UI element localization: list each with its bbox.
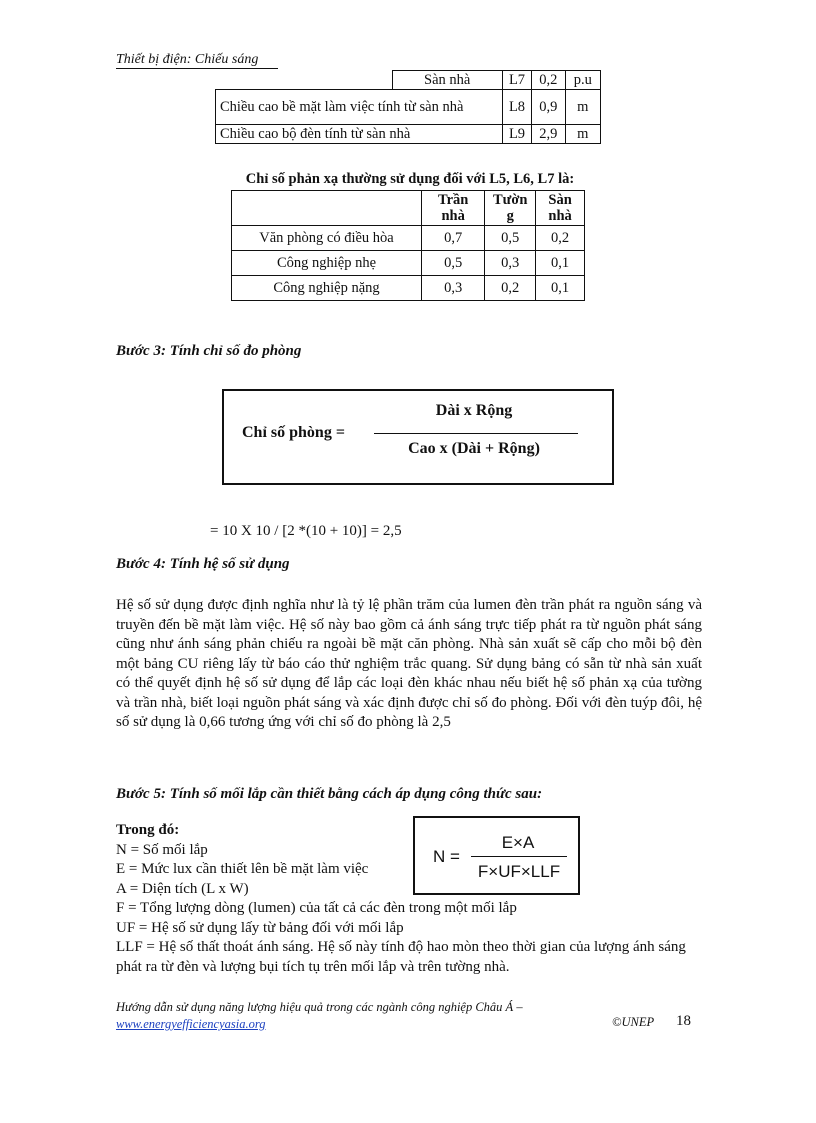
row-label: Chiều cao bề mặt làm việc tính từ sàn nhà (216, 90, 503, 125)
cell-wall: 0,3 (485, 251, 536, 276)
step-5-heading: Bước 5: Tính số mối lắp cần thiết bằng cách áp dụng công thức sau: (116, 786, 543, 802)
row-unit: m (565, 90, 600, 125)
formula-numerator: Dài x Rộng (435, 402, 513, 419)
row-code: L7 (502, 71, 531, 90)
reflectance-title: Chỉ số phản xạ thường sử dụng đối với L5, L6, L7 là: (245, 171, 575, 187)
formula-lhs: N = (433, 847, 460, 866)
row-label: Văn phòng có điều hòa (232, 226, 422, 251)
cell-floor: 0,1 (536, 251, 585, 276)
copyright: ©UNEP (612, 1015, 655, 1029)
step-4-heading: Bước 4: Tính hệ số sử dụng (116, 556, 290, 572)
row-unit: m (565, 125, 600, 144)
col-header-ceiling: Trần nhà (421, 191, 484, 226)
definitions-title: Trong đó: (116, 822, 180, 838)
cell-wall: 0,5 (485, 226, 536, 251)
row-code: L8 (502, 90, 531, 125)
table-row (232, 276, 585, 301)
table-row (232, 226, 585, 251)
definition-uf: UF = Hệ số sử dụng lấy từ bảng đối với mối lắp (116, 919, 404, 936)
table-row (232, 251, 585, 276)
page-number: 18 (676, 1013, 691, 1029)
definition-llf: LLF = Hệ số thất thoát ánh sáng. Hệ số này tính độ hao mòn theo thời gian của lượng ánh sáng phát ra từ đèn và lượng bụi tích tụ trên mối lắp và trên tường nhà. (116, 939, 686, 975)
formula-label: Chỉ số phòng = (242, 424, 345, 441)
formula-denominator: Cao x (Dài + Rộng) (408, 440, 540, 457)
fraction-bar (471, 856, 567, 857)
cell-floor: 0,2 (536, 226, 585, 251)
row-label: Công nghiệp nhẹ (232, 251, 422, 276)
col-header-floor: Sàn nhà (536, 191, 585, 226)
footer-text: Hướng dẫn sử dụng năng lượng hiệu quả trong các ngành công nghiệp Châu Á – (116, 1000, 523, 1014)
page-footer (116, 999, 523, 1033)
cell-ceiling: 0,3 (421, 276, 484, 301)
table-row (216, 125, 601, 144)
definition-f: F = Tổng lượng dòng (lumen) của tất cả các đèn trong một mối lắp (116, 900, 517, 916)
reflectance-table (231, 190, 585, 301)
step-3-heading: Bước 3: Tính chỉ số đo phòng (116, 343, 302, 359)
definition-n: N = Số mối lắp (116, 841, 208, 858)
parameters-table (215, 70, 601, 144)
col-header-wall: Tườn g (485, 191, 536, 226)
table-row (216, 71, 601, 90)
cell-floor: 0,1 (536, 276, 585, 301)
row-label: Công nghiệp nặng (232, 276, 422, 301)
page-header: Thiết bị điện: Chiếu sáng (116, 52, 259, 67)
definition-a: A = Diện tích (L x W) (116, 880, 249, 897)
step-4-paragraph: Hệ số sử dụng được định nghĩa như là tỷ lệ phần trăm của lumen đèn trần phát ra nguồn sáng và truyền đến bề mặt làm việc. Hệ số này bao gồm cả ánh sáng trực tiếp phát ra từ nguồn phát sáng cũng như ánh sáng phản chiếu ra ngoài bề mặt căn phòng. Nhà sản xuất sẽ cấp cho mỗi bộ đèn một bảng CU riêng lấy từ báo cáo thử nghiệm trắc quang. Sử dụng bảng có sẵn từ nhà sản xuất có thể quyết định hệ số sử dụng để lắp các loại đèn khác nhau nếu biết hệ số phản xạ của tường và trần nhà, biết loại nguồn phát sáng và xác định được chỉ số đo phòng. Đối với đèn tuýp đôi, hệ số sử dụng là 0,66 tương ứng với chỉ số đo phòng là 2,5 (116, 597, 702, 730)
room-index-calculation: = 10 X 10 / [2 *(10 + 10)] = 2,5 (210, 523, 402, 539)
cell-wall: 0,2 (485, 276, 536, 301)
formula-denominator: F×UF×LLF (477, 862, 561, 881)
header-underline (116, 68, 278, 69)
table-header-row (232, 191, 585, 226)
row-unit: p.u (565, 71, 600, 90)
cell-ceiling: 0,7 (421, 226, 484, 251)
row-code: L9 (502, 125, 531, 144)
row-value: 0,2 (532, 71, 565, 90)
room-index-formula (222, 389, 614, 485)
table-row (216, 90, 601, 125)
fraction-bar (374, 433, 578, 434)
row-label: Chiều cao bộ đèn tính từ sàn nhà (216, 125, 503, 144)
footer-link[interactable]: www.energyefficiencyasia.org (116, 1017, 266, 1031)
definition-e: E = Mức lux cần thiết lên bề mặt làm việc (116, 861, 369, 877)
cell-ceiling: 0,5 (421, 251, 484, 276)
row-label: Sàn nhà (392, 71, 502, 90)
formula-numerator: E×A (501, 833, 535, 852)
fixtures-formula (413, 816, 580, 895)
row-value: 0,9 (532, 90, 565, 125)
row-value: 2,9 (532, 125, 565, 144)
